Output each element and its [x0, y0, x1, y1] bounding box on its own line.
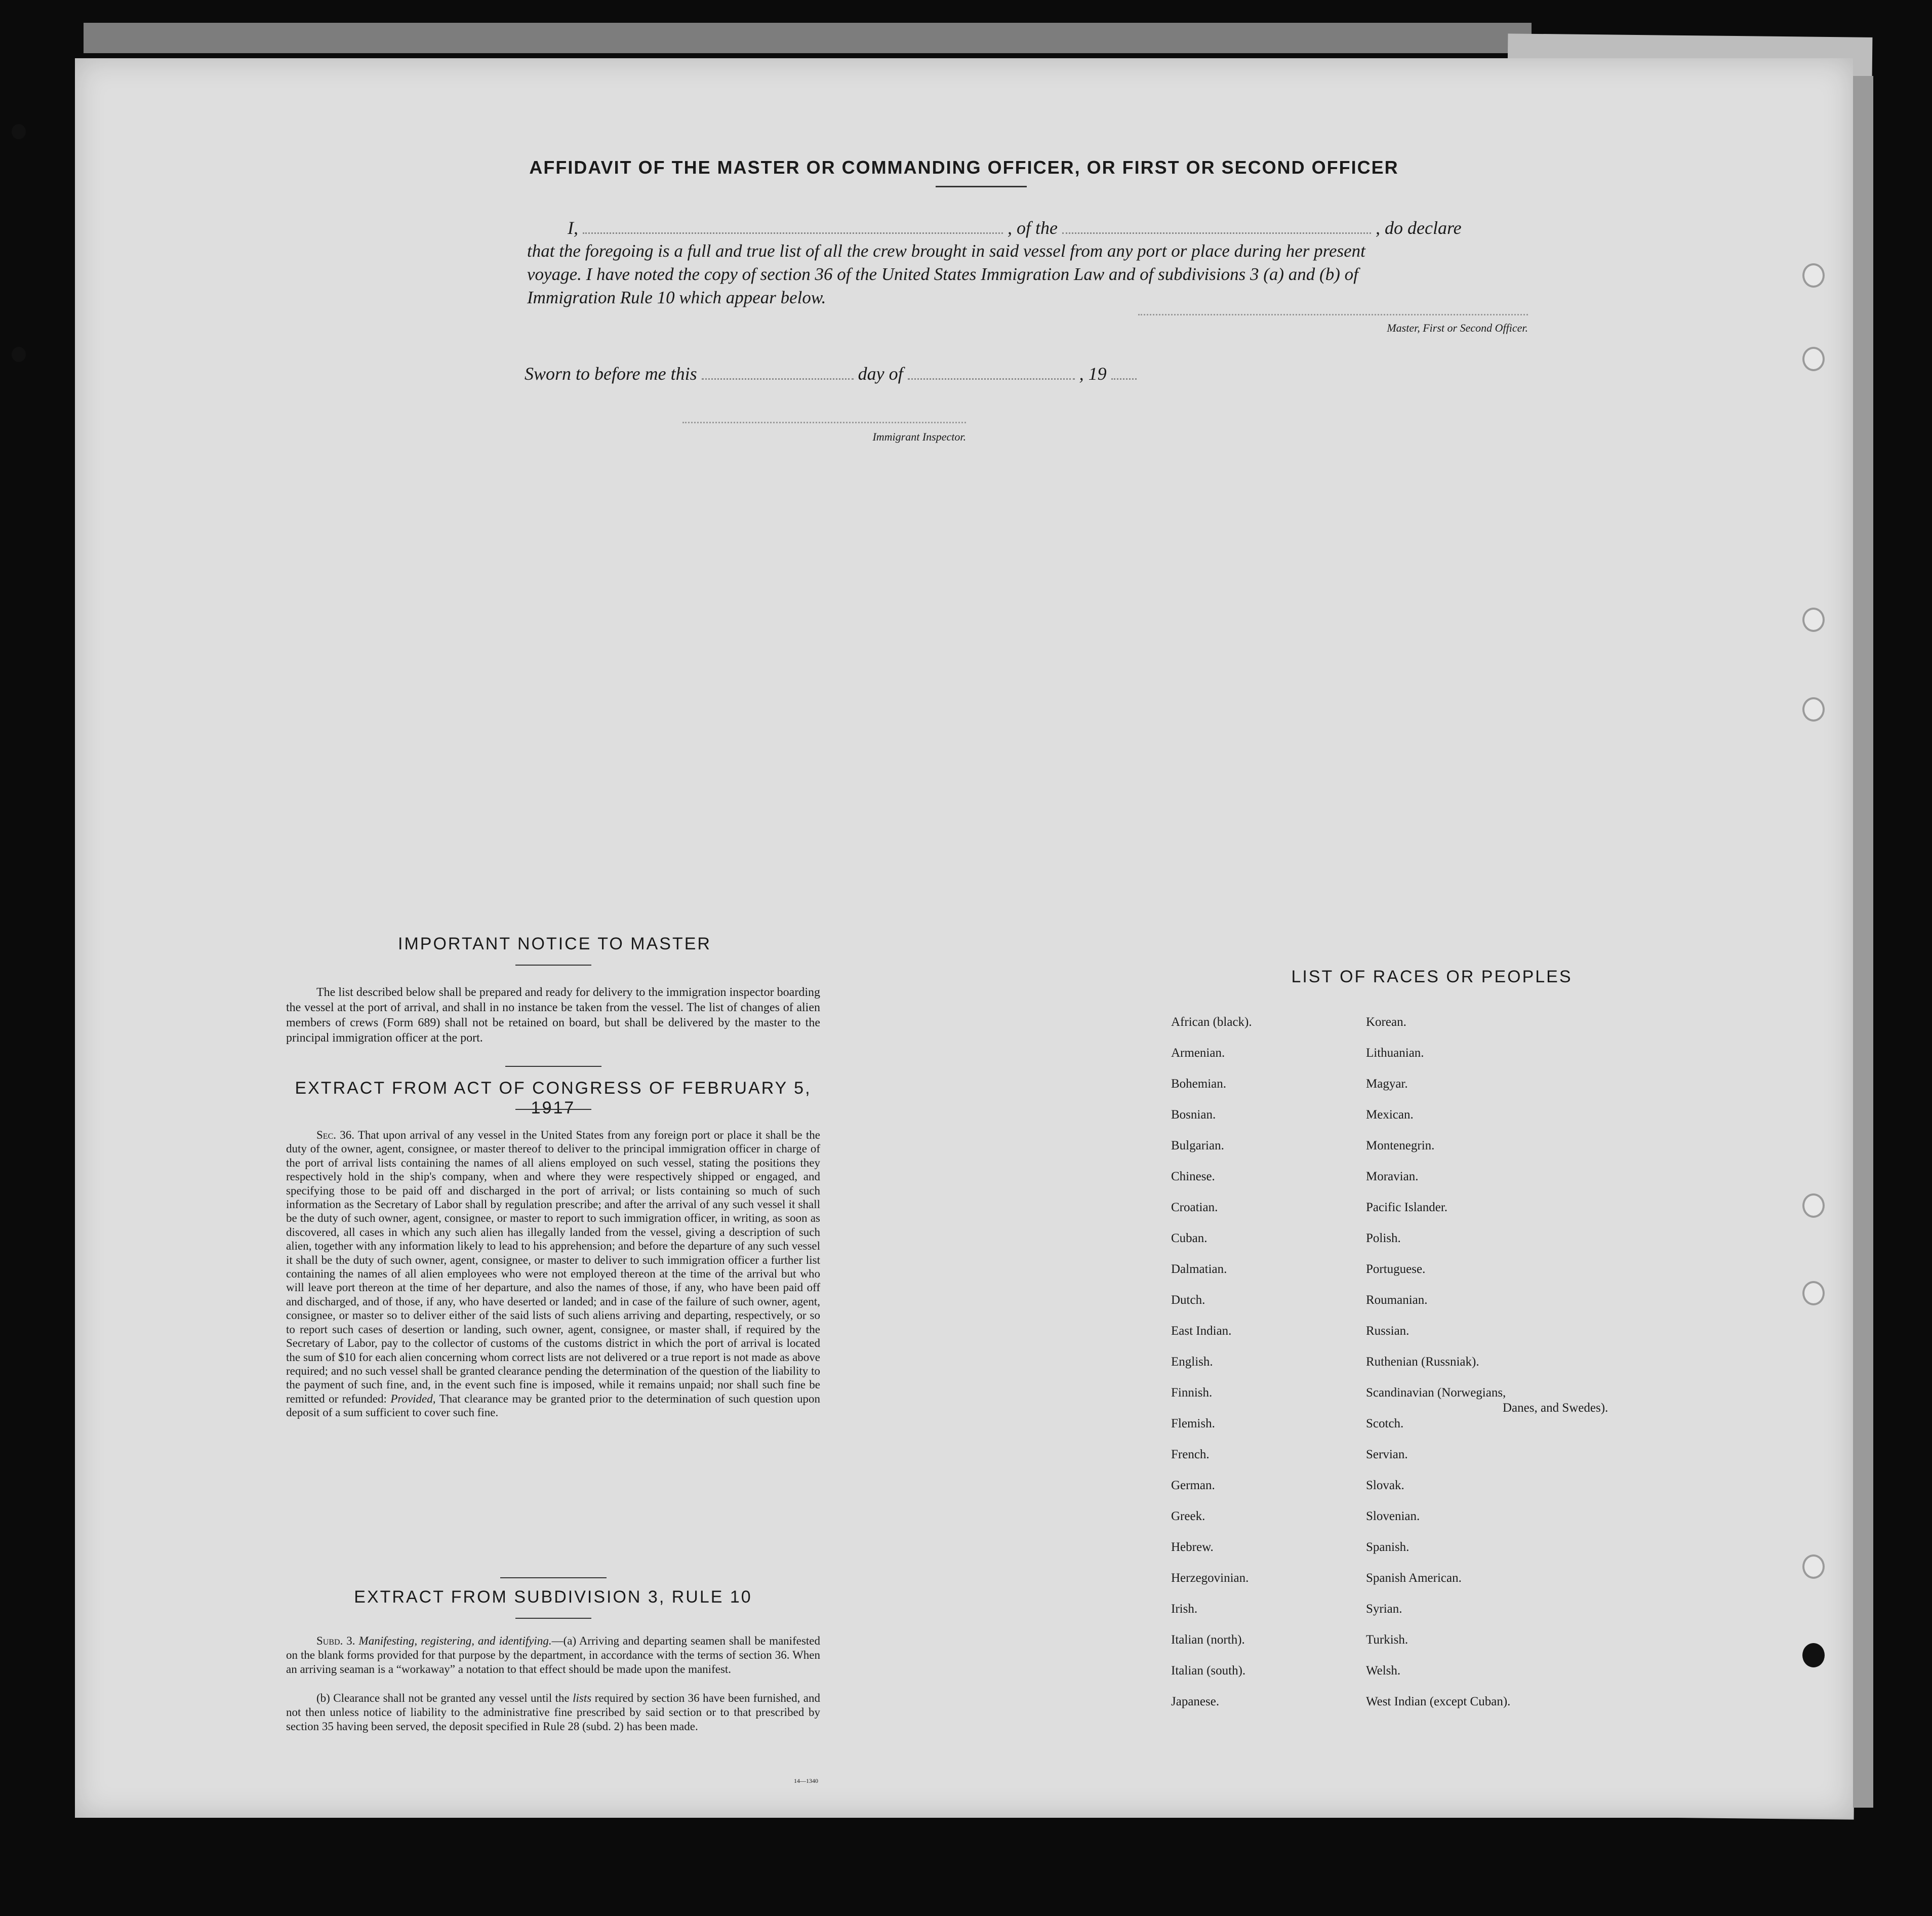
- notice-title: IMPORTANT NOTICE TO MASTER: [398, 934, 711, 953]
- race-item: African (black).: [1171, 1015, 1252, 1029]
- race-item: Dalmatian.: [1171, 1262, 1227, 1276]
- rule-extract-text-a: [286, 1634, 820, 1676]
- section-label: Sec. 36.: [316, 1129, 354, 1141]
- affidavit-declaration: [527, 216, 1550, 309]
- affidavit-title: AFFIDAVIT OF THE MASTER OR COMMANDING OFFICER, OR FIRST OR SECOND OFFICER: [529, 157, 1399, 178]
- race-item: Scandinavian (Norwegians,: [1366, 1386, 1506, 1400]
- race-item: Magyar.: [1366, 1077, 1408, 1091]
- race-item: Polish.: [1366, 1231, 1401, 1245]
- race-item: Chinese.: [1171, 1170, 1215, 1183]
- inspector-signature-label: Immigrant Inspector.: [872, 430, 966, 443]
- sheet-edge: [84, 23, 1532, 53]
- race-item: Japanese.: [1171, 1695, 1220, 1708]
- inspector-signature-field[interactable]: [682, 422, 966, 423]
- race-item: East Indian.: [1171, 1324, 1232, 1338]
- master-signature-label: Master, First or Second Officer.: [1387, 322, 1528, 334]
- declaration-line: voyage. I have noted the copy of section 36 of the United States Immigration Law and of subdivisions 3 (a) and (b) of: [527, 264, 1358, 284]
- race-item: Hebrew.: [1171, 1540, 1214, 1554]
- vessel-name-field[interactable]: [1062, 232, 1371, 234]
- punch-hole: [1802, 697, 1825, 722]
- subdivision-a-text: —(a) Arriving and departing seamen shall be manifested on the blank forms provided for that purpose by the department, in accordance with the terms of section 36. When an arriving seaman is a “workaway” a notation to that effect should be made upon the manifest.: [286, 1634, 820, 1675]
- rule-extract-text-b: [286, 1691, 820, 1734]
- race-item: Spanish American.: [1366, 1571, 1462, 1585]
- race-item: Servian.: [1366, 1448, 1408, 1461]
- act-extract-text: [286, 1128, 820, 1420]
- race-item: Bohemian.: [1171, 1077, 1227, 1091]
- punch-hole: [1802, 608, 1825, 632]
- document-page: [75, 58, 1853, 1818]
- divider: [515, 1618, 591, 1619]
- notice-text: The list described below shall be prepared and ready for delivery to the immigration inspector boarding the vessel at the port of arrival, and shall in no instance be taken from the vessel. The list of changes of alien members of crews (Form 689) shall not be retained on board, but shall be delivered by the master to the principal immigration officer at the port.: [286, 986, 820, 1045]
- form-number: 14—1340: [794, 1777, 818, 1784]
- race-item: German.: [1171, 1479, 1215, 1492]
- race-item: French.: [1171, 1448, 1210, 1461]
- act-extract-title: EXTRACT FROM ACT OF CONGRESS OF FEBRUARY 5, 1917: [295, 1079, 812, 1117]
- race-item: Irish.: [1171, 1602, 1198, 1616]
- race-item: Bosnian.: [1171, 1108, 1216, 1122]
- punch-hole: [1802, 1281, 1825, 1305]
- proviso-label: Provided,: [390, 1392, 436, 1405]
- race-item: Lithuanian.: [1366, 1046, 1424, 1060]
- race-item: English.: [1171, 1355, 1213, 1369]
- sworn-line: [525, 362, 1137, 385]
- races-title: LIST OF RACES OR PEOPLES: [1291, 967, 1573, 986]
- punch-hole: [1802, 347, 1825, 371]
- race-item: Spanish.: [1366, 1540, 1410, 1554]
- vessel-label: , of the: [1008, 218, 1058, 238]
- race-item: Russian.: [1366, 1324, 1410, 1338]
- race-item: Roumanian.: [1366, 1293, 1428, 1307]
- race-item: Syrian.: [1366, 1602, 1402, 1616]
- rule-extract-title: EXTRACT FROM SUBDIVISION 3, RULE 10: [354, 1587, 752, 1607]
- race-item: Armenian.: [1171, 1046, 1225, 1060]
- subdivision-heading: Manifesting, registering, and identifying.: [358, 1634, 552, 1647]
- declaration-line: Immigration Rule 10 which appear below.: [527, 288, 826, 307]
- race-item: Moravian.: [1366, 1170, 1419, 1183]
- proviso-text: That clearance may be granted prior to the determination of such question upon deposit of a sum sufficient to cover such fine.: [286, 1392, 820, 1419]
- subdivision-b-text: Clearance shall not be granted any vessel until the: [333, 1692, 570, 1704]
- punch-hole: [1802, 263, 1825, 288]
- divider: [515, 1109, 591, 1110]
- race-item: Korean.: [1366, 1015, 1406, 1029]
- race-item: Slovak.: [1366, 1479, 1404, 1492]
- punch-hole: [12, 347, 26, 362]
- declaration-line: that the foregoing is a full and true list of all the crew brought in said vessel from any port or place during her present: [527, 241, 1365, 261]
- declare-label: , do declare: [1375, 218, 1462, 238]
- divider: [500, 1577, 607, 1578]
- race-item: Dutch.: [1171, 1293, 1205, 1307]
- subdivision-label: Subd. 3.: [316, 1634, 355, 1647]
- race-item: Greek.: [1171, 1509, 1205, 1523]
- race-item: Portuguese.: [1366, 1262, 1426, 1276]
- race-item: Italian (north).: [1171, 1633, 1245, 1647]
- race-item: Mexican.: [1366, 1108, 1414, 1122]
- race-item: Ruthenian (Russniak).: [1366, 1355, 1479, 1369]
- race-item: Croatian.: [1171, 1201, 1218, 1214]
- sworn-label: Sworn to before me this: [525, 364, 697, 384]
- subdivision-b-label: (b): [316, 1692, 330, 1704]
- race-item-continued: Danes, and Swedes).: [1503, 1401, 1608, 1415]
- race-item: West Indian (except Cuban).: [1366, 1695, 1511, 1708]
- race-item: Cuban.: [1171, 1231, 1208, 1245]
- sworn-day-field[interactable]: [702, 378, 854, 380]
- race-item: Italian (south).: [1171, 1664, 1246, 1678]
- divider: [505, 1066, 601, 1067]
- race-item: Herzegovinian.: [1171, 1571, 1249, 1585]
- declarant-label: I,: [568, 218, 578, 238]
- sworn-month-field[interactable]: [908, 378, 1075, 380]
- race-item: Montenegrin.: [1366, 1139, 1435, 1152]
- punch-hole: [1802, 1643, 1825, 1667]
- subdivision-b-emphasis: lists: [573, 1692, 592, 1704]
- race-item: Scotch.: [1366, 1417, 1404, 1430]
- divider: [936, 186, 1027, 187]
- race-item: Turkish.: [1366, 1633, 1408, 1647]
- race-item: Flemish.: [1171, 1417, 1215, 1430]
- year-label: , 19: [1079, 364, 1107, 384]
- day-of-label: day of: [858, 364, 903, 384]
- subdivision-b-text: required by section 36 have been furnished, and not then unless notice of liability to the administrative fine prescribed by said section or to that prescribed by section 35 having been served, the deposit specified in Rule 28 (subd. 2) has been made.: [286, 1692, 821, 1733]
- sworn-year-field[interactable]: [1111, 378, 1137, 380]
- punch-hole: [1802, 1193, 1825, 1218]
- race-item: Pacific Islander.: [1366, 1201, 1448, 1214]
- race-item: Slovenian.: [1366, 1509, 1420, 1523]
- master-signature-field[interactable]: [1138, 314, 1528, 315]
- race-item: Finnish.: [1171, 1386, 1213, 1400]
- race-item: Bulgarian.: [1171, 1139, 1224, 1152]
- section-text: That upon arrival of any vessel in the United States from any foreign port or place it shall be the duty of the owner, agent, consignee, or master thereof to deliver to the principal immigration officer in charge of the port of arrival lists containing the names of all aliens employed on such vessel, stating the positions they respectively hold in the ship's company, when and where they were respectively shipped or engaged, and specifying those to be paid off and discharged in the port of arrival; or lists containing so much of such information as the Secretary of Labor shall by regulation prescribe; and after the arrival of any such vessel it shall be the duty of such owner, agent, consignee, or master to report to such immigration officer, in writing, as soon as discovered, all cases in which any such alien has illegally landed from the vessel, giving a description of such alien, together with any information likely to lead to his apprehension; and before the departure of any such vessel it shall be the duty of such owner, agent, consignee, or master to deliver to such immigration officer a further list containing the names of all alien employees who were not employed thereon at the time of the arrival but who will leave port thereon at the time of her departure, and also the names of those, if any, who have been paid off and discharged, and of those, if any, who have deserted or landed; and in case of the failure of such owner, agent, consignee, or master so to deliver either of the said lists of such aliens arriving and departing, respectively, or so to report such cases of desertion or landing, such owner, agent, consignee, or master shall, if required by the Secretary of Labor, pay to the collector of customs of the customs district in which the port of arrival is located the sum of $10 for each alien concerning whom correct lists are not delivered or a true report is not made as above required; and no such vessel shall be granted clearance pending the determination of the question of the liability to the payment of such fine, and, in the event such fine is imposed, while it remains unpaid; nor shall such fine be remitted or refunded:: [286, 1129, 820, 1405]
- declarant-name-field[interactable]: [583, 232, 1003, 234]
- punch-hole: [12, 124, 26, 139]
- divider: [515, 965, 591, 966]
- punch-hole: [1802, 1554, 1825, 1579]
- race-item: Welsh.: [1366, 1664, 1401, 1678]
